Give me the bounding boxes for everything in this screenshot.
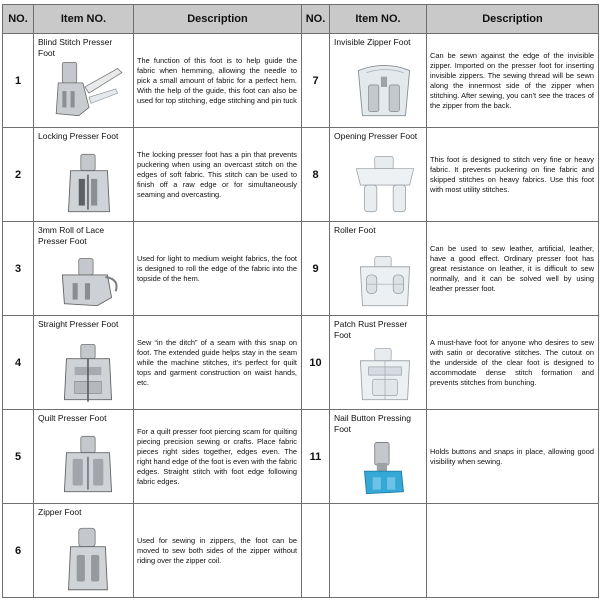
- item-cell: [34, 222, 134, 316]
- empty-cell: [330, 504, 427, 598]
- item-cell: [34, 34, 134, 128]
- item-name: Quilt Presser Foot: [38, 413, 107, 423]
- roller-foot-icon: [344, 244, 426, 310]
- item-name: Blind Stitch Presser Foot: [38, 37, 113, 58]
- item-description: Sew “in the ditch” of a seam with this snap on foot. The extended guide helps stay in the seam while the machine stitches, it's perfect for quilt tops and garment construction on waist hands, etc.: [134, 316, 302, 410]
- item-description: Holds buttons and snaps in place, allowing good visibility when sewing.: [427, 410, 599, 504]
- item-description: For a quilt presser foot piercing scam for quilting piecing precision sewing or crafts. Place fabric pieces right sides together, edges even. The right hand edge of the foot is even with the fabric edges. Straight stitch with foot edge following fabric edges.: [134, 410, 302, 504]
- item-name: 3mm Roll of Lace Presser Foot: [38, 225, 105, 246]
- item-number: 3: [3, 222, 34, 316]
- item-description: The function of this foot is to help guide the fabric when hemming, allowing the needle to pick a small amount of fabric for a perfect hem. With the help of the guide, this foot can also be used for top stitching, edge stitching and pin tuck: [134, 34, 302, 128]
- header-description: Description: [134, 5, 302, 34]
- open-toe-foot-icon: [344, 150, 426, 216]
- item-description: The locking presser foot has a pin that prevents puckering when using an overcast stitch on the edges of soft fabric. This stitch can be used to finish off a raw edge or for simultaneously seaming and overcasting.: [134, 128, 302, 222]
- header-item: Item NO.: [34, 5, 134, 34]
- item-number: 11: [302, 410, 330, 504]
- item-number: 6: [3, 504, 34, 598]
- quilt-foot-icon: [48, 432, 130, 498]
- header-description-right: Description: [427, 5, 599, 34]
- rolled-hem-foot-icon: [48, 244, 130, 310]
- item-cell: [330, 316, 427, 410]
- blind-stitch-foot-icon: [48, 56, 130, 122]
- item-cell: [34, 316, 134, 410]
- item-cell: [330, 34, 427, 128]
- empty-cell: [427, 504, 599, 598]
- item-number: 5: [3, 410, 34, 504]
- item-cell: [34, 128, 134, 222]
- item-description: A must-have foot for anyone who desires to sew with satin or decorative stitches. The cutout on the underside of the clear foot is designed to accommodate dense stitch formation and prevents stitches from bunching.: [427, 316, 599, 410]
- item-cell: [34, 504, 134, 598]
- header-no: NO.: [3, 5, 34, 34]
- table-row: [3, 34, 599, 128]
- item-number: 7: [302, 34, 330, 128]
- item-number: 2: [3, 128, 34, 222]
- item-cell: [330, 128, 427, 222]
- item-name: Straight Presser Foot: [38, 319, 119, 329]
- item-name: Locking Presser Foot: [38, 131, 119, 141]
- item-description: Can be used to sew leather, artificial, leather, have a good effect. Ordinary presser foot has great resistance on leather, it is difficult to sew normally, and it can be solved well by using leather presser foot.: [427, 222, 599, 316]
- item-name: Opening Presser Foot: [334, 131, 418, 141]
- header-row: [3, 5, 599, 34]
- item-cell: [330, 222, 427, 316]
- table-row: [3, 128, 599, 222]
- header-item-right: Item NO.: [330, 5, 427, 34]
- item-number: 8: [302, 128, 330, 222]
- table-row: [3, 316, 599, 410]
- item-number: 10: [302, 316, 330, 410]
- item-number: 4: [3, 316, 34, 410]
- item-number: 1: [3, 34, 34, 128]
- item-cell: [34, 410, 134, 504]
- item-description: This foot is designed to stitch very fine or heavy fabric. It prevents puckering on fine fabric and skipped stitches on heavy fabrics. Use this foot with most utility stitches.: [427, 128, 599, 222]
- item-name: Patch Rust Presser Foot: [334, 319, 408, 340]
- table-row: [3, 504, 599, 598]
- item-name: Zipper Foot: [38, 507, 82, 517]
- locking-foot-icon: [48, 150, 130, 216]
- item-name: Invisible Zipper Foot: [334, 37, 411, 47]
- item-description: Can be sewn against the edge of the invisible zipper. Imported on the presser foot for inserting invisible zippers. The sewing thread will be sewn along the innermost side of the zipper when stitching. After sewing, you can't see the traces of the zipper from the back.: [427, 34, 599, 128]
- invisible-zipper-foot-icon: [344, 56, 426, 122]
- item-cell: [330, 410, 427, 504]
- item-name: Nail Button Pressing Foot: [334, 413, 412, 434]
- button-sewing-foot-icon: [344, 432, 426, 498]
- item-name: Roller Foot: [334, 225, 376, 235]
- item-number: 9: [302, 222, 330, 316]
- empty-cell: [302, 504, 330, 598]
- table-row: [3, 222, 599, 316]
- straight-foot-icon: [48, 338, 130, 404]
- item-description: Used for sewing in zippers, the foot can be moved to sew both sides of the zipper without riding over the zipper coil.: [134, 504, 302, 598]
- item-description: Used for light to medium weight fabrics, the foot is designed to roll the edge of the fabric into the topside of the hem.: [134, 222, 302, 316]
- zipper-foot-icon: [48, 526, 130, 592]
- presser-foot-table: [2, 4, 599, 598]
- table-row: [3, 410, 599, 504]
- header-no-right: NO.: [302, 5, 330, 34]
- satin-stitch-foot-icon: [344, 338, 426, 404]
